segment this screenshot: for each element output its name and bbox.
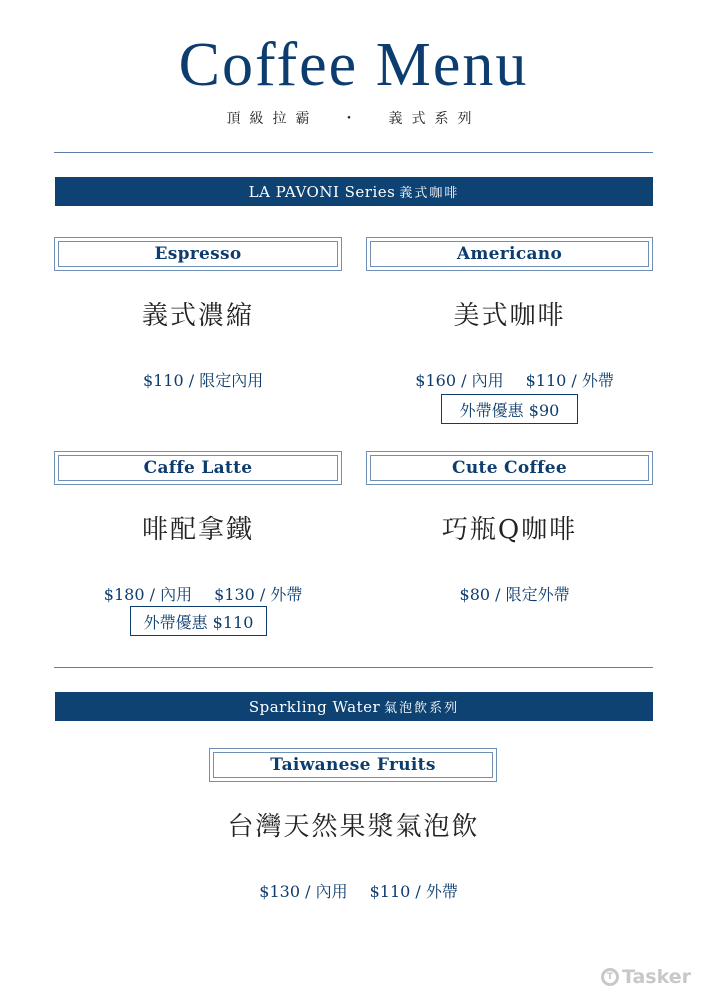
item-name-en: Caffe Latte [143,458,253,478]
item-price [54,349,342,391]
item-name-en: Cute Coffee [452,458,567,478]
section-band-cn: 義式咖啡 [399,186,460,201]
watermark-brand: Tasker [621,966,691,988]
price-takeout: $110 / 外帶 [369,882,458,901]
section-band-la-pavoni [55,177,653,206]
item-name-cn: 美式咖啡 [453,301,566,331]
section-band-en: LA PAVONI Series [248,182,396,201]
item-name-cn: 台灣天然果漿氣泡飲 [227,812,480,842]
item-price [366,563,653,605]
item-name-box-espresso [54,237,342,271]
section-band-cn: 氣泡飲系列 [384,701,460,716]
divider-middle [54,667,653,668]
item-price [54,563,342,605]
item-name-cn: 啡配拿鐵 [141,515,254,545]
tasker-watermark [601,966,691,988]
item-name-box-americano [366,237,653,271]
promo-badge: 外帶優惠 $110 [130,606,267,636]
tasker-logo-icon: T [601,968,619,986]
item-price [366,349,653,391]
price-takeout: $110 / 外帶 [525,371,614,390]
price-dine-in: $160 / 內用 [415,371,504,390]
item-price [0,860,707,902]
price-dine-only: $110 / 限定內用 [142,371,264,390]
item-name-en: Taiwanese Fruits [270,755,436,775]
item-name-en: Espresso [154,244,242,264]
item-name-box-taiwanese-fruits [209,748,497,782]
menu-subtitle: 頂級拉霸 ・ 義式系列 [226,111,481,127]
price-takeout-only: $80 / 限定外帶 [459,585,570,604]
price-dine-in: $130 / 內用 [259,882,348,901]
menu-title: Coffee Menu [178,31,529,99]
item-name-box-caffe-latte [54,451,342,485]
item-name-cn: 巧瓶Q咖啡 [441,515,578,545]
price-takeout: $130 / 外帶 [214,585,303,604]
section-band-en: Sparkling Water [248,697,381,716]
promo-badge: 外帶優惠 $90 [441,394,578,424]
item-name-cn: 義式濃縮 [141,301,254,331]
price-dine-in: $180 / 內用 [103,585,193,604]
divider-top [54,152,653,153]
section-band-sparkling-water [55,692,653,721]
item-name-box-cute-coffee [366,451,653,485]
item-name-en: Americano [456,244,563,264]
